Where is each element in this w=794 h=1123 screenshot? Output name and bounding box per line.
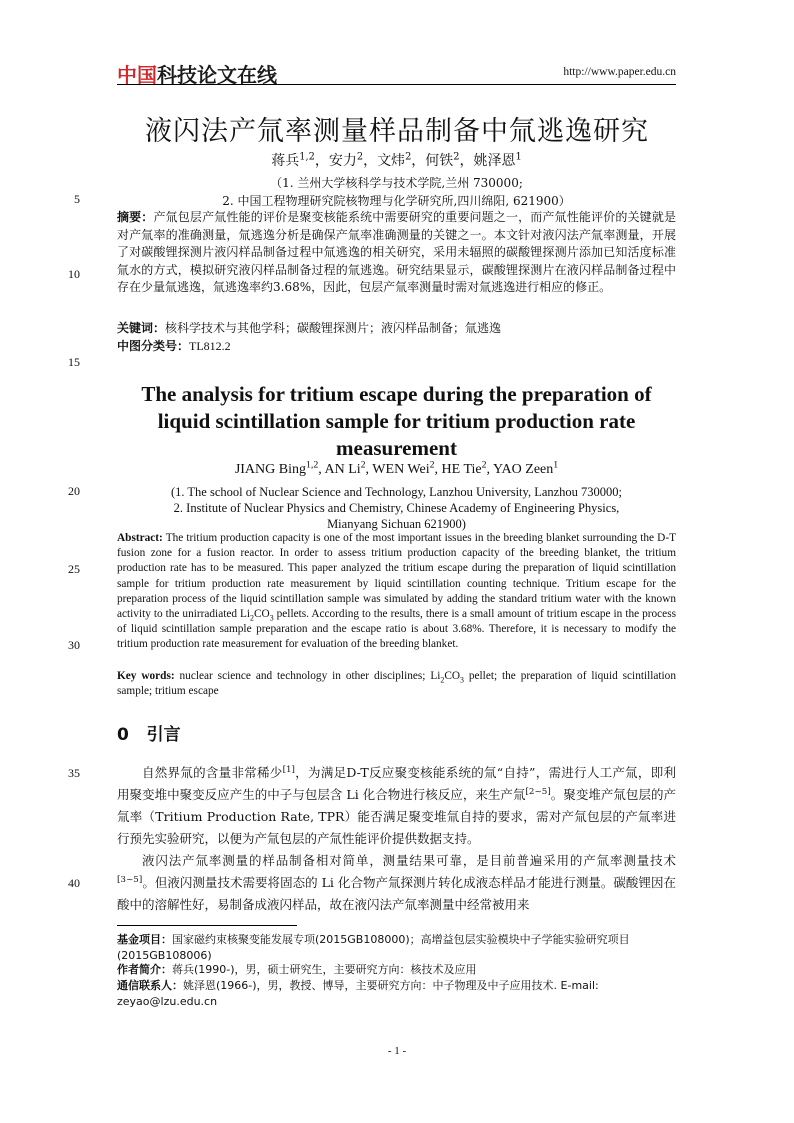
keywords-zh-label: 关键词： xyxy=(117,321,166,335)
header-rule xyxy=(117,84,676,85)
line-number: 10 xyxy=(68,267,80,281)
line-number: 15 xyxy=(68,355,80,369)
abstract-en-sub-2: 3 xyxy=(269,613,274,623)
contact-label: 通信联系人： xyxy=(117,979,183,992)
line-number: 35 xyxy=(68,766,80,780)
affiliation-zh-1: （1. 兰州大学核科学与技术学院,兰州 730000; xyxy=(270,176,523,190)
author-bio-label: 作者简介： xyxy=(117,963,172,976)
author-zh-3-sup: 2 xyxy=(405,151,412,163)
intro-p1-text-a: 自然界氚的含量非常稀少 xyxy=(142,765,283,780)
author-en-1-sup: 1,2 xyxy=(305,459,319,471)
intro-p2-text-a: 液闪法产氚率测量的样品制备相对简单，测量结果可靠，是目前普遍采用的产氚率测量技术 xyxy=(142,853,676,868)
abstract-en-text-1: The tritium production capacity is one of the most important issues in the breeding blanket surrounding the D-T fusion zone for a fusion reactor. In order to assess tritium production capacity of the breeding blanket, the tritium production rate has to be measured. This paper analyzed the tritium escape during the preparation of liquid scintillation sample for tritium production rate measurement by liquid scintillation counting technique. Tritium escape for the preparation process of the liquid scintillation sample was simulated by adding the standard tritium water with the known activity to the unirradiated Li xyxy=(117,532,676,621)
intro-paragraph-2 xyxy=(117,850,676,916)
header-url[interactable]: http://www.paper.edu.cn xyxy=(563,66,676,78)
keywords-en xyxy=(117,669,676,699)
section-title: 引言 xyxy=(146,725,181,745)
intro-paragraph-1 xyxy=(117,762,676,850)
citation-2[interactable]: [2~5] xyxy=(525,786,551,797)
logo-part-2: 科技论文在线 xyxy=(157,63,277,87)
fund-text: 国家磁约束核聚变能发展专项(2015GB108000)；高增益包层实验模块中子学能实验研究项目(2015GB108006) xyxy=(117,933,630,962)
citation-3[interactable]: [3~5] xyxy=(117,874,143,885)
keywords-en-text-3: pellet; the preparation of liquid scintillation sample; tritium escape xyxy=(117,670,676,698)
author-en-4-sup: 2 xyxy=(481,459,487,471)
footnote-fund xyxy=(117,932,676,964)
keywords-en-label: Key words: xyxy=(117,670,175,682)
abstract-en-text-2: CO xyxy=(254,608,270,621)
abstract-zh-text: 产氚包层产氚性能的评价是聚变核能系统中需要研究的重要问题之一，而产氚性能评价的关键就是对产氚率的准确测量，氚逃逸分析是确保产氚率准确测量的关键之一。本文针对液闪法产氚率测量，开展了对碳酸锂探测片液闪样品制备过程中氚逃逸的相关研究，采用未辐照的碳酸锂探测片添加已知活度标准氚水的方式，模拟研究液闪样品制备过程的氚逃逸。研究结果显示，碳酸锂探测片在液闪样品制备过程中存在少量氚逃逸，氚逃逸率约3.68%，因此，包层产氚率测量时需对氚逃逸进行相应的修正。 xyxy=(117,210,676,295)
classification-zh xyxy=(117,338,676,356)
classification-zh-label: 中图分类号： xyxy=(117,339,190,353)
footnote-author xyxy=(117,962,676,978)
intro-p1-text-c: 。聚变堆产氚包层的产氚率（Tritium Production Rate, TPR）能否满足聚变堆氚自持的要求，需对产氚包层的产氚率进行预先实验研究，以便为产氚包层的产氚性能评价提供数据支持。 xyxy=(117,787,676,846)
author-zh-5-sup: 1 xyxy=(515,151,522,163)
author-en-2-sup: 2 xyxy=(360,459,366,471)
author-bio-text: 蒋兵(1990-)，男，硕士研究生，主要研究方向：核技术及应用 xyxy=(172,963,477,976)
author-en-5-sup: 1 xyxy=(553,459,559,471)
page-number: - 1 - xyxy=(387,1045,407,1057)
line-number: 40 xyxy=(68,876,80,890)
keywords-en-text-1: nuclear science and technology in other disciplines; Li xyxy=(179,670,441,682)
line-number: 5 xyxy=(74,192,80,206)
abstract-zh-label: 摘要： xyxy=(117,210,154,224)
abstract-zh xyxy=(117,209,676,297)
keywords-en-sub-2: 3 xyxy=(460,675,464,685)
author-en-1: JIANG Bing xyxy=(234,462,306,477)
author-zh-2-sup: 2 xyxy=(356,151,364,163)
author-zh-1: 蒋兵 xyxy=(271,153,300,169)
abstract-en xyxy=(117,531,676,653)
author-zh-2: 安力 xyxy=(328,153,357,169)
paper-title-zh: 液闪法产氚率测量样品制备中氚逃逸研究 xyxy=(145,116,649,147)
authors-en: JIANG Bing$^{1,2}$, AN Li$^2$, WEN Wei$^2$, HE Tie$^2$, YAO Zeen$^1$ xyxy=(234,459,559,477)
affiliation-en-1: (1. The school of Nuclear Science and Technology, Lanzhou University, Lanzhou 730000; xyxy=(170,485,623,499)
author-zh-5: 姚泽恩 xyxy=(473,153,516,169)
abstract-en-sub-1: 2 xyxy=(250,613,254,623)
paper-title-en: The analysis for tritium escape during the preparation of liquid scintillation sample for tritium production rate measurement xyxy=(141,382,652,460)
logo-part-1: 中国 xyxy=(117,63,157,87)
author-zh-4-sup: 2 xyxy=(453,151,460,163)
line-number: 20 xyxy=(68,484,80,498)
authors-zh: 蒋兵$^{1,2}$，安力$^2$，文炜$^2$，何铁$^2$，姚泽恩$^1$ xyxy=(271,151,522,169)
section-number: 0 xyxy=(117,725,129,745)
keywords-zh-text: 核科学技术与其他学科；碳酸锂探测片；液闪样品制备；氚逃逸 xyxy=(165,321,502,335)
affiliation-en-3: Mianyang Sichuan 621900) xyxy=(327,517,466,531)
keywords-en-sub-1: 2 xyxy=(440,675,445,685)
keywords-zh xyxy=(117,320,676,338)
footnote-contact xyxy=(117,978,676,1010)
author-en-4: HE Tie xyxy=(441,462,482,477)
author-zh-1-sup: 1,2 xyxy=(299,151,315,163)
citation-1[interactable]: [1] xyxy=(282,764,295,775)
classification-zh-text: TL812.2 xyxy=(189,339,231,353)
fund-label: 基金项目： xyxy=(117,933,172,946)
abstract-en-text-3: pellets. According to the results, there is a small amount of tritium escape in the process of liquid scintillation sample preparation and the escape ratio is about 3.68%. Therefore, it is necessary to modify the tritium production rate measurement for evaluation of the breeding blanket. xyxy=(117,608,676,651)
affiliation-en-2: 2. Institute of Nuclear Physics and Chemistry, Chinese Academy of Engineering Physics, xyxy=(173,501,620,515)
keywords-en-text-2: CO xyxy=(444,670,461,682)
author-zh-4: 何铁 xyxy=(425,153,454,169)
contact-text: 姚泽恩(1966-)，男，教授、博导，主要研究方向：中子物理及中子应用技术. E-mail: zeyao@lzu.edu.cn xyxy=(117,979,599,1008)
author-en-5: YAO Zeen xyxy=(493,462,554,477)
author-en-3-sup: 2 xyxy=(429,459,435,471)
author-en-3: WEN Wei xyxy=(372,462,430,477)
line-number: 30 xyxy=(68,638,80,652)
abstract-en-label: Abstract: xyxy=(117,532,163,544)
footnote-rule xyxy=(117,925,297,926)
line-number: 25 xyxy=(68,562,80,576)
affiliation-zh-2: 2. 中国工程物理研究院核物理与化学研究所,四川绵阳, 621900） xyxy=(222,194,571,208)
intro-p1-text-b: ，为满足D-T反应聚变核能系统的氚“自持”，需进行人工产氚，即利用聚变堆中聚变反应产生的中子与包层含 Li 化合物进行核反应，来生产氚 xyxy=(117,765,676,802)
intro-p2-text-b: 。但液闪测量技术需要将固态的 Li 化合物产氚探测片转化成液态样品才能进行测量。碳酸锂因在酸中的溶解性好，易制备成液闪样品，故在液闪法产氚率测量中经常被用来 xyxy=(117,875,676,912)
author-zh-3: 文炜 xyxy=(377,153,406,169)
author-en-2: AN Li xyxy=(324,462,361,477)
section-heading xyxy=(117,720,181,745)
